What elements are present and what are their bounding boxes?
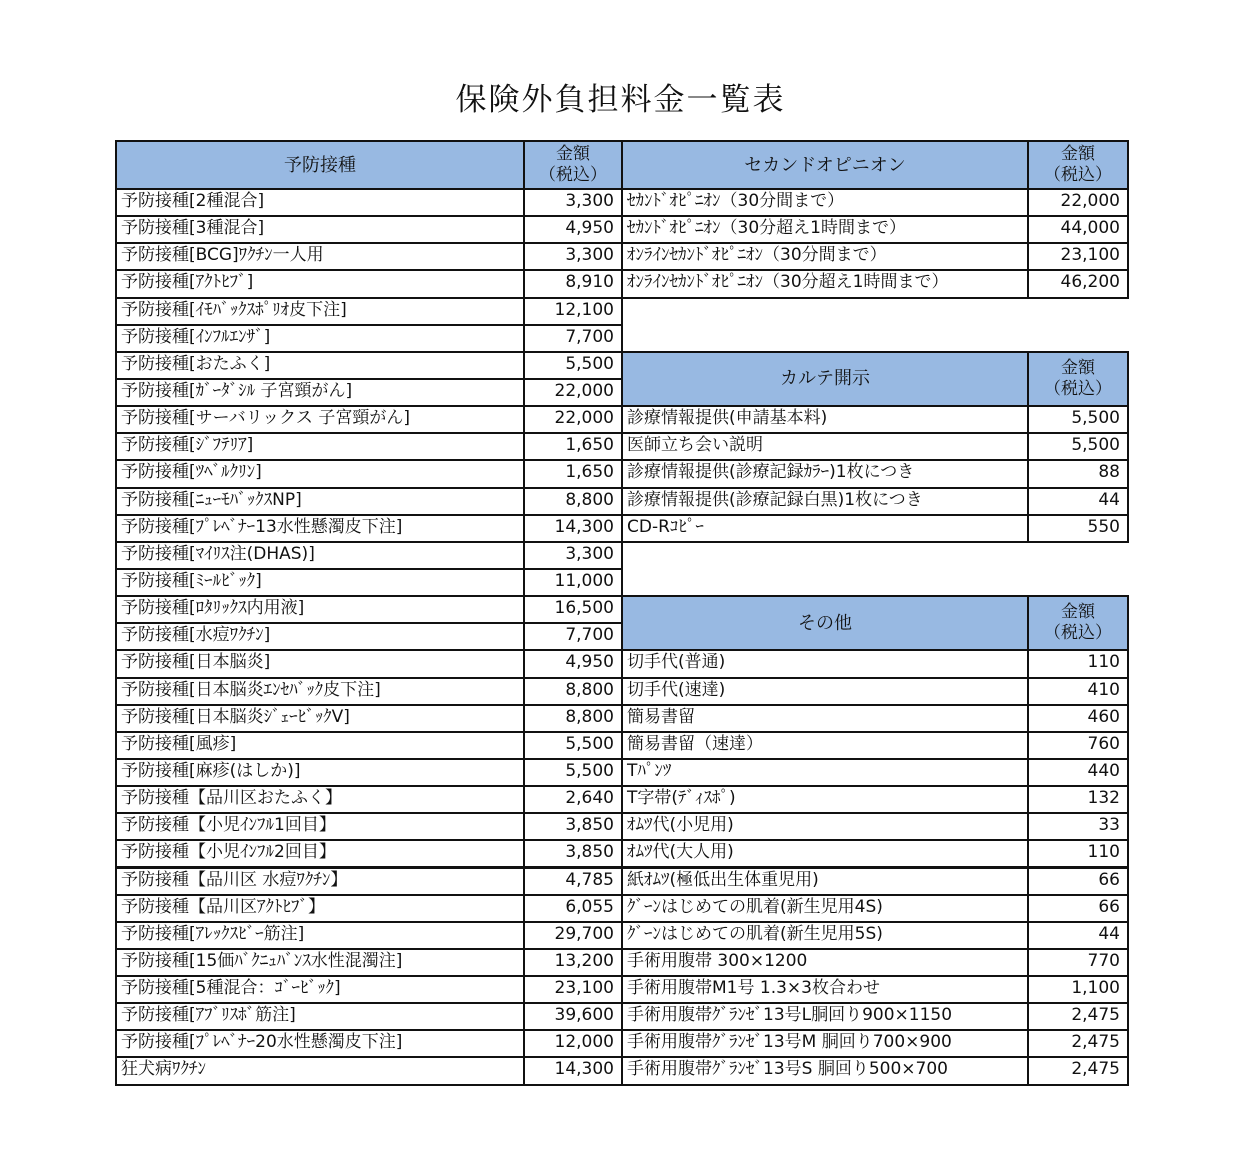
other-item-price: 2,475: [1027, 1029, 1129, 1058]
vaccination-item-name: 予防接種[ｲﾓﾊﾞｯｸｽﾎﾟﾘｵ皮下注]: [115, 297, 525, 326]
karte-header: カルテ開示: [621, 351, 1029, 407]
vaccination-item-name: 予防接種[ﾐｰﾙﾋﾞｯｸ]: [115, 568, 525, 597]
vaccination-item-name: 予防接種[サーバリックス 子宮頸がん]: [115, 405, 525, 434]
vaccination-item-name: 予防接種[ｱﾌﾞﾘｽﾎﾞ筋注]: [115, 1002, 525, 1031]
vaccination-item-name: 予防接種[ﾛﾀﾘｯｸｽ内用液]: [115, 595, 525, 624]
other-item-name: ｵﾑﾂ代(大人用): [621, 839, 1029, 868]
vaccination-item-price: 39,600: [523, 1002, 623, 1031]
amount-header-label: 金額: [556, 144, 590, 164]
other-item-price: 440: [1027, 758, 1129, 787]
other-item-price: 2,475: [1027, 1002, 1129, 1031]
second-opinion-item-price: 23,100: [1027, 242, 1129, 271]
second-opinion-item-name: ｾｶﾝﾄﾞｵﾋﾟﾆｵﾝ（30分間まで）: [621, 188, 1029, 217]
tax-included-label: （税込）: [1044, 378, 1112, 399]
vaccination-item-price: 7,700: [523, 622, 623, 651]
other-item-price: 110: [1027, 649, 1129, 678]
vaccination-item-name: 予防接種[ｶﾞｰﾀﾞｼﾙ 子宮頸がん]: [115, 378, 525, 407]
other-item-name: T字帯(ﾃﾞｨｽﾎﾟ): [621, 785, 1029, 814]
vaccination-item-name: 予防接種[ｱｸﾄﾋﾌﾞ]: [115, 269, 525, 298]
other-item-name: 簡易書留（速達）: [621, 731, 1029, 760]
vaccination-item-price: 6,055: [523, 894, 623, 923]
vaccination-item-price: 5,500: [523, 731, 623, 760]
vaccination-item-price: 5,500: [523, 351, 623, 380]
tax-included-label: （税込）: [1044, 623, 1112, 644]
vaccination-item-name: 予防接種[ｱﾚｯｸｽﾋﾞｰ筋注]: [115, 921, 525, 950]
other-item-name: 簡易書留: [621, 704, 1029, 733]
second-opinion-item-price: 46,200: [1027, 269, 1129, 298]
other-item-price: 1,100: [1027, 975, 1129, 1004]
karte-item-price: 5,500: [1027, 405, 1129, 434]
vaccination-item-price: 29,700: [523, 921, 623, 950]
page-title: 保険外負担料金一覧表: [455, 82, 786, 118]
vaccination-item-price: 5,500: [523, 758, 623, 787]
other-item-price: 460: [1027, 704, 1129, 733]
karte-item-name: 診療情報提供(診療記録白黒)1枚につき: [621, 487, 1029, 516]
other-item-name: ｵﾑﾂ代(小児用): [621, 812, 1029, 841]
vaccination-item-name: 予防接種[風疹]: [115, 731, 525, 760]
vaccination-item-price: 12,100: [523, 297, 623, 326]
other-item-name: ｸﾞｰﾝはじめての肌着(新生児用5S): [621, 921, 1029, 950]
vaccination-item-name: 予防接種[ﾌﾟﾚﾍﾞﾅｰ13水性懸濁皮下注]: [115, 514, 525, 543]
other-header: その他: [621, 595, 1029, 651]
amount-header-label: 金額: [1061, 602, 1095, 623]
tax-included-label: （税込）: [539, 165, 607, 185]
second-opinion-header: セカンドオピニオン: [621, 140, 1029, 190]
other-item-price: 66: [1027, 867, 1129, 896]
vaccination-item-name: 予防接種[麻疹(はしか)]: [115, 758, 525, 787]
other-item-price: 44: [1027, 921, 1129, 950]
amount-header-label: 金額: [1061, 144, 1095, 164]
vaccination-item-name: 予防接種[ﾂﾍﾞﾙｸﾘﾝ]: [115, 459, 525, 488]
vaccination-item-name: 予防接種[水痘ﾜｸﾁﾝ]: [115, 622, 525, 651]
vaccination-item-price: 8,800: [523, 487, 623, 516]
vaccination-item-price: 1,650: [523, 459, 623, 488]
vaccination-item-price: 1,650: [523, 432, 623, 461]
vaccination-item-name: 予防接種【品川区ｱｸﾄﾋﾌﾞ】: [115, 894, 525, 923]
vaccination-item-price: 3,300: [523, 541, 623, 570]
other-item-name: 切手代(普通): [621, 649, 1029, 678]
other-item-name: 手術用腹帯ｸﾞﾗﾝｾﾞ13号L胴回り900×1150: [621, 1002, 1029, 1031]
vaccination-item-price: 3,300: [523, 188, 623, 217]
karte-item-name: 診療情報提供(申請基本料): [621, 405, 1029, 434]
other-item-price: 770: [1027, 948, 1129, 977]
vaccination-header: 予防接種: [115, 140, 525, 190]
vaccination-item-price: 11,000: [523, 568, 623, 597]
vaccination-item-name: 予防接種[ｲﾝﾌﾙｴﾝｻﾞ]: [115, 324, 525, 353]
vaccination-item-name: 予防接種[日本脳炎ｴﾝｾﾊﾞｯｸ皮下注]: [115, 677, 525, 706]
other-item-name: ｸﾞｰﾝはじめての肌着(新生児用4S): [621, 894, 1029, 923]
vaccination-item-price: 3,300: [523, 242, 623, 271]
vaccination-item-name: 狂犬病ﾜｸﾁﾝ: [115, 1056, 525, 1085]
vaccination-item-price: 2,640: [523, 785, 623, 814]
vaccination-item-name: 予防接種[2種混合]: [115, 188, 525, 217]
vaccination-item-name: 予防接種[BCG]ﾜｸﾁﾝ一人用: [115, 242, 525, 271]
vaccination-item-price: 22,000: [523, 405, 623, 434]
vaccination-item-price: 4,950: [523, 215, 623, 244]
vaccination-item-name: 予防接種[ﾌﾟﾚﾍﾞﾅｰ20水性懸濁皮下注]: [115, 1029, 525, 1058]
karte-amount-header: [1027, 351, 1129, 407]
karte-item-price: 88: [1027, 459, 1129, 488]
vaccination-item-price: 7,700: [523, 324, 623, 353]
karte-item-name: CD-Rｺﾋﾟｰ: [621, 514, 1029, 543]
second-opinion-item-price: 22,000: [1027, 188, 1129, 217]
other-item-price: 33: [1027, 812, 1129, 841]
vaccination-item-name: 予防接種[日本脳炎ｼﾞｪｰﾋﾞｯｸV]: [115, 704, 525, 733]
other-amount-header: [1027, 595, 1129, 651]
vaccination-item-price: 12,000: [523, 1029, 623, 1058]
vaccination-item-name: 予防接種[5種混合：ｺﾞｰﾋﾞｯｸ]: [115, 975, 525, 1004]
vaccination-item-price: 8,910: [523, 269, 623, 298]
second-opinion-item-price: 44,000: [1027, 215, 1129, 244]
vaccination-item-name: 予防接種【小児ｲﾝﾌﾙ1回目】: [115, 812, 525, 841]
vaccination-item-price: 13,200: [523, 948, 623, 977]
other-item-name: 手術用腹帯ｸﾞﾗﾝｾﾞ13号S 胴回り500×700: [621, 1056, 1029, 1085]
vaccination-item-price: 4,785: [523, 867, 623, 896]
karte-item-price: 5,500: [1027, 432, 1129, 461]
other-item-price: 132: [1027, 785, 1129, 814]
other-item-name: 手術用腹帯M1号 1.3×3枚合わせ: [621, 975, 1029, 1004]
vaccination-amount-header: [523, 140, 623, 190]
vaccination-item-name: 予防接種【品川区 水痘ﾜｸﾁﾝ】: [115, 867, 525, 896]
vaccination-item-price: 3,850: [523, 839, 623, 868]
vaccination-item-name: 予防接種[日本脳炎]: [115, 649, 525, 678]
vaccination-item-name: 予防接種[15価ﾊﾞｸﾆｭﾊﾞﾝｽ水性混濁注]: [115, 948, 525, 977]
other-item-name: 紙ｵﾑﾂ(極低出生体重児用): [621, 867, 1029, 896]
second-opinion-item-name: ｵﾝﾗｲﾝｾｶﾝﾄﾞｵﾋﾟﾆｵﾝ（30分超え1時間まで）: [621, 269, 1029, 298]
vaccination-item-price: 4,950: [523, 649, 623, 678]
vaccination-item-name: 予防接種[おたふく]: [115, 351, 525, 380]
second-opinion-item-name: ｵﾝﾗｲﾝｾｶﾝﾄﾞｵﾋﾟﾆｵﾝ（30分間まで）: [621, 242, 1029, 271]
other-item-price: 410: [1027, 677, 1129, 706]
other-item-name: 手術用腹帯ｸﾞﾗﾝｾﾞ13号M 胴回り700×900: [621, 1029, 1029, 1058]
vaccination-item-name: 予防接種【小児ｲﾝﾌﾙ2回目】: [115, 839, 525, 868]
vaccination-item-price: 16,500: [523, 595, 623, 624]
second-opinion-amount-header: [1027, 140, 1129, 190]
vaccination-item-price: 22,000: [523, 378, 623, 407]
karte-item-price: 44: [1027, 487, 1129, 516]
vaccination-item-price: 8,800: [523, 704, 623, 733]
vaccination-item-name: 予防接種[3種混合]: [115, 215, 525, 244]
vaccination-item-price: 14,300: [523, 514, 623, 543]
vaccination-item-name: 予防接種[ｼﾞﾌﾃﾘｱ]: [115, 432, 525, 461]
vaccination-item-price: 8,800: [523, 677, 623, 706]
vaccination-item-price: 3,850: [523, 812, 623, 841]
vaccination-item-name: 予防接種[ﾏｲﾘｽ注(DHAS)]: [115, 541, 525, 570]
other-item-price: 66: [1027, 894, 1129, 923]
karte-item-name: 医師立ち会い説明: [621, 432, 1029, 461]
karte-item-name: 診療情報提供(診療記録ｶﾗｰ)1枚につき: [621, 459, 1029, 488]
second-opinion-item-name: ｾｶﾝﾄﾞｵﾋﾟﾆｵﾝ（30分超え1時間まで）: [621, 215, 1029, 244]
vaccination-item-price: 14,300: [523, 1056, 623, 1085]
vaccination-item-name: 予防接種【品川区おたふく】: [115, 785, 525, 814]
other-item-name: 手術用腹帯 300×1200: [621, 948, 1029, 977]
vaccination-item-name: 予防接種[ﾆｭｰﾓﾊﾞｯｸｽNP]: [115, 487, 525, 516]
amount-header-label: 金額: [1061, 357, 1095, 378]
other-item-name: 切手代(速達): [621, 677, 1029, 706]
tax-included-label: （税込）: [1044, 165, 1112, 185]
vaccination-item-price: 23,100: [523, 975, 623, 1004]
karte-item-price: 550: [1027, 514, 1129, 543]
other-item-price: 2,475: [1027, 1056, 1129, 1085]
other-item-name: Tﾊﾟﾝﾂ: [621, 758, 1029, 787]
other-item-price: 110: [1027, 839, 1129, 868]
other-item-price: 760: [1027, 731, 1129, 760]
